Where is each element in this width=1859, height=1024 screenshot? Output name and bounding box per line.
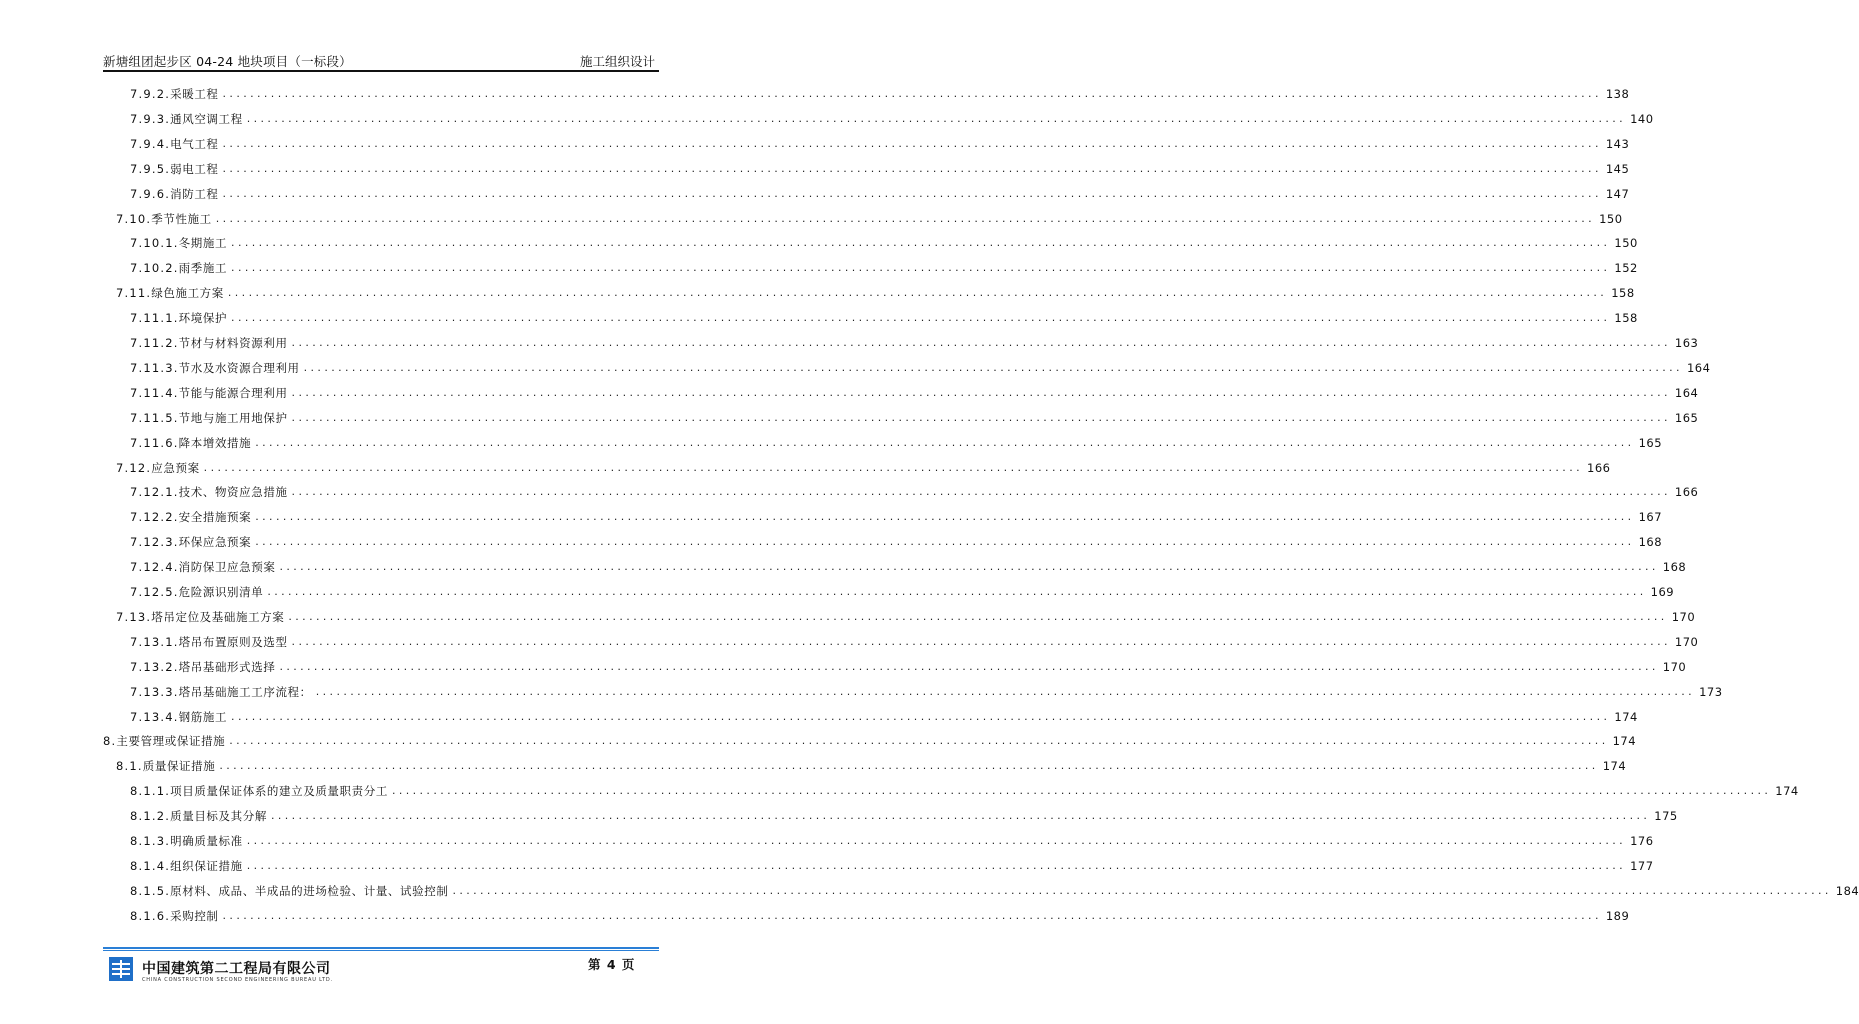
toc-entry[interactable]	[130, 433, 1663, 453]
toc-entry-page: 173	[1699, 684, 1723, 699]
toc-entry[interactable]	[116, 209, 1623, 229]
toc-entry-title: 季节性施工	[151, 211, 212, 226]
toc-entry-page: 150	[1614, 236, 1638, 251]
toc-entry-page: 158	[1611, 286, 1635, 301]
toc-dot-leader: ........................................................................................................................................................................................................	[255, 435, 1635, 449]
toc-entry-page: 164	[1674, 385, 1699, 400]
header-divider	[103, 70, 659, 72]
toc-entry-number: 7.9.3.	[130, 111, 171, 126]
toc-entry-page: 165	[1674, 410, 1699, 425]
toc-entry-page: 158	[1614, 311, 1638, 326]
toc-entry-page: 150	[1599, 211, 1623, 226]
toc-entry-page: 176	[1630, 834, 1654, 848]
toc-entry-title: 项目质量保证体系的建立及质量职责分工	[170, 784, 388, 799]
toc-entry-title: 质量目标及其分解	[170, 809, 267, 824]
toc-entry-title: 绿色施工方案	[151, 286, 224, 301]
toc-entry[interactable]	[116, 607, 1696, 627]
toc-entry-title: 明确质量标准	[170, 834, 243, 848]
company-logo	[109, 957, 133, 981]
toc-entry-number: 7.12.1.	[130, 485, 179, 500]
cscec-logo-icon	[109, 957, 133, 981]
toc-entry-number: 7.10.	[116, 211, 152, 226]
toc-entry-number: 7.12.4.	[130, 560, 179, 575]
toc-entry-title: 降本增效措施	[178, 435, 252, 450]
toc-entry-page: 170	[1674, 634, 1699, 649]
toc-entry[interactable]	[116, 283, 1635, 303]
toc-entry[interactable]	[130, 707, 1638, 727]
toc-entry[interactable]	[130, 657, 1687, 677]
toc-entry-page: 189	[1605, 908, 1630, 923]
toc-dot-leader: ........................................................................................................................................................................................................	[203, 460, 1583, 474]
toc-entry-number: 8.	[103, 734, 117, 749]
toc-entry-title: 弱电工程	[170, 161, 219, 176]
toc-dot-leader: ........................................................................................................................................................................................................	[215, 211, 1596, 225]
toc-dot-leader: ........................................................................................................................................................................................................	[291, 410, 1671, 424]
toc-entry[interactable]	[130, 308, 1638, 328]
toc-entry[interactable]	[130, 383, 1699, 403]
toc-entry-title: 采购控制	[170, 908, 219, 923]
toc-entry-title: 冬期施工	[178, 236, 228, 251]
toc-entry-number: 8.1.	[116, 759, 143, 774]
toc-entry-title: 危险源识别清单	[178, 585, 264, 599]
toc-entry-title: 组织保证措施	[170, 858, 243, 873]
toc-entry-number: 7.9.2.	[130, 87, 171, 101]
toc-entry-number: 8.1.3.	[130, 834, 171, 848]
toc-entry-number: 7.12.	[116, 460, 152, 475]
toc-entry[interactable]	[130, 184, 1630, 204]
toc-entry-page: 165	[1638, 435, 1663, 450]
toc-entry-number: 7.11.6.	[130, 435, 179, 450]
toc-dot-leader: ........................................................................................................................................................................................................	[246, 111, 1627, 125]
toc-entry[interactable]	[130, 856, 1654, 876]
toc-dot-leader: ........................................................................................................................................................................................................	[219, 759, 1599, 773]
toc-dot-leader: ........................................................................................................................................................................................................	[255, 535, 1635, 549]
toc-dot-leader: ........................................................................................................................................................................................................	[229, 734, 1609, 748]
toc-entry-page: 168	[1662, 560, 1687, 575]
toc-entry-title: 钢筋施工	[178, 709, 228, 724]
toc-entry-page: 174	[1614, 709, 1638, 724]
toc-entry-number: 7.11.1.	[130, 311, 179, 326]
toc-dot-leader: ........................................................................................................................................................................................................	[391, 784, 1772, 798]
toc-entry-title: 节材与材料资源利用	[178, 336, 288, 350]
page-number: 第 4 页	[588, 957, 636, 972]
toc-entry-title: 通风空调工程	[170, 111, 243, 126]
toc-dot-leader: ........................................................................................................................................................................................................	[246, 834, 1627, 847]
toc-dot-leader: ........................................................................................................................................................................................................	[222, 908, 1602, 922]
toc-entry[interactable]	[130, 507, 1663, 527]
toc-entry-number: 8.1.2.	[130, 809, 171, 824]
toc-entry-number: 7.9.6.	[130, 186, 171, 201]
toc-entry-page: 166	[1674, 485, 1699, 500]
toc-entry-title: 塔吊基础施工工序流程：	[178, 684, 312, 699]
toc-entry[interactable]	[130, 831, 1654, 851]
toc-dot-leader: ........................................................................................................................................................................................................	[255, 510, 1635, 524]
toc-entry[interactable]	[130, 806, 1678, 826]
toc-entry-title: 应急预案	[151, 460, 200, 475]
toc-dot-leader: ........................................................................................................................................................................................................	[291, 336, 1671, 349]
toc-entry[interactable]	[130, 233, 1638, 253]
toc-entry[interactable]	[130, 906, 1630, 926]
toc-entry-page: 184	[1835, 883, 1859, 898]
toc-entry-title: 质量保证措施	[142, 759, 216, 774]
toc-dot-leader: ........................................................................................................................................................................................................	[222, 87, 1602, 100]
toc-entry-page: 177	[1630, 858, 1654, 873]
toc-dot-leader: ........................................................................................................................................................................................................	[291, 385, 1671, 399]
toc-entry[interactable]	[130, 682, 1723, 702]
toc-entry-page: 174	[1612, 734, 1637, 749]
company-name-english: CHINA CONSTRUCTION SECOND ENGINEERING BUREAU LTD.	[142, 977, 333, 983]
toc-dot-leader: ........................................................................................................................................................................................................	[288, 609, 1668, 623]
toc-entry-number: 7.13.	[116, 609, 152, 624]
toc-entry-number: 7.13.2.	[130, 659, 179, 674]
toc-entry-title: 消防工程	[170, 186, 219, 201]
toc-entry-number: 8.1.4.	[130, 858, 171, 873]
toc-entry-title: 原材料、成品、半成品的进场检验、计量、试验控制	[170, 883, 449, 898]
toc-entry[interactable]	[130, 358, 1711, 378]
toc-entry-number: 7.11.	[116, 286, 152, 301]
toc-entry-number: 7.10.2.	[130, 261, 179, 276]
toc-dot-leader: ........................................................................................................................................................................................................	[231, 311, 1611, 325]
toc-entry[interactable]	[130, 781, 1799, 801]
toc-dot-leader: ........................................................................................................................................................................................................	[222, 161, 1602, 175]
toc-entry-title: 环境保护	[178, 311, 228, 326]
toc-entry[interactable]	[130, 333, 1699, 353]
toc-entry[interactable]	[130, 84, 1630, 104]
toc-entry-page: 170	[1662, 659, 1687, 674]
toc-entry[interactable]	[130, 159, 1630, 179]
toc-entry-title: 塔吊定位及基础施工方案	[151, 609, 285, 624]
footer-divider	[103, 947, 659, 949]
toc-entry[interactable]	[130, 258, 1638, 278]
toc-entry-page: 170	[1671, 609, 1696, 624]
toc-dot-leader: ........................................................................................................................................................................................................	[315, 684, 1696, 698]
toc-entry-number: 7.12.2.	[130, 510, 179, 525]
toc-entry[interactable]	[116, 458, 1611, 478]
toc-entry-title: 电气工程	[170, 136, 219, 151]
toc-entry-number: 7.12.5.	[130, 585, 179, 599]
toc-entry-number: 7.9.4.	[130, 136, 171, 151]
toc-dot-leader: ........................................................................................................................................................................................................	[231, 709, 1611, 723]
toc-entry-page: 152	[1614, 261, 1638, 276]
toc-dot-leader: ........................................................................................................................................................................................................	[452, 883, 1832, 897]
footer-divider-thin	[103, 950, 659, 951]
toc-entry[interactable]	[130, 582, 1675, 602]
toc-entry-page: 164	[1686, 360, 1711, 375]
toc-entry[interactable]	[130, 532, 1663, 552]
toc-dot-leader: ........................................................................................................................................................................................................	[291, 634, 1671, 648]
toc-entry-page: 167	[1638, 510, 1663, 525]
toc-entry[interactable]	[116, 756, 1627, 776]
toc-entry[interactable]	[130, 482, 1699, 502]
toc-entry-title: 消防保卫应急预案	[178, 560, 276, 575]
toc-entry-title: 环保应急预案	[178, 535, 252, 550]
toc-entry-title: 节地与施工用地保护	[178, 410, 288, 425]
toc-entry[interactable]	[130, 408, 1699, 428]
toc-dot-leader: ........................................................................................................................................................................................................	[279, 560, 1659, 574]
toc-entry-title: 采暖工程	[170, 87, 219, 101]
toc-entry-number: 7.12.3.	[130, 535, 179, 550]
toc-dot-leader: ........................................................................................................................................................................................................	[279, 659, 1659, 673]
toc-entry-page: 174	[1602, 759, 1627, 774]
toc-dot-leader: ........................................................................................................................................................................................................	[291, 485, 1671, 499]
toc-entry-number: 7.13.1.	[130, 634, 179, 649]
toc-entry-title: 塔吊布置原则及选型	[178, 634, 288, 649]
toc-entry-number: 7.13.4.	[130, 709, 179, 724]
document-title: 新塘组团起步区 04-24 地块项目（一标段）	[103, 54, 352, 69]
toc-entry-title: 雨季施工	[178, 261, 228, 276]
toc-dot-leader: ........................................................................................................................................................................................................	[222, 186, 1602, 200]
toc-dot-leader: ........................................................................................................................................................................................................	[222, 136, 1602, 150]
toc-entry[interactable]	[130, 134, 1630, 154]
toc-entry-number: 8.1.5.	[130, 883, 171, 898]
section-title: 施工组织设计	[579, 54, 655, 69]
toc-entry-page: 138	[1605, 87, 1630, 101]
toc-dot-leader: ........................................................................................................................................................................................................	[246, 858, 1627, 872]
toc-entry-number: 7.11.3.	[130, 360, 179, 375]
toc-entry-title: 技术、物资应急措施	[178, 485, 288, 500]
toc-entry-number: 7.9.5.	[130, 161, 171, 176]
toc-entry-title: 主要管理或保证措施	[116, 734, 226, 749]
toc-entry-page: 169	[1650, 585, 1675, 599]
toc-entry-number: 7.11.5.	[130, 410, 179, 425]
toc-entry-title: 安全措施预案	[178, 510, 252, 525]
toc-entry[interactable]	[130, 557, 1687, 577]
page-header	[103, 48, 659, 70]
company-name: 中国建筑第二工程局有限公司	[142, 961, 331, 977]
toc-dot-leader: ........................................................................................................................................................................................................	[231, 236, 1611, 250]
toc-entry[interactable]	[103, 731, 1637, 751]
toc-entry[interactable]	[130, 881, 1859, 901]
toc-entry-number: 8.1.1.	[130, 784, 171, 799]
toc-entry-page: 147	[1605, 186, 1630, 201]
toc-entry-page: 175	[1654, 809, 1678, 824]
toc-entry[interactable]	[130, 109, 1654, 129]
toc-entry-number: 7.10.1.	[130, 236, 179, 251]
toc-entry-number: 8.1.6.	[130, 908, 171, 923]
toc-entry-number: 7.11.4.	[130, 385, 179, 400]
toc-entry-page: 143	[1605, 136, 1630, 151]
toc-entry-page: 145	[1605, 161, 1630, 176]
toc-entry-number: 7.13.3.	[130, 684, 179, 699]
toc-entry-number: 7.11.2.	[130, 336, 179, 350]
toc-entry[interactable]	[130, 632, 1699, 652]
toc-dot-leader: ........................................................................................................................................................................................................	[270, 809, 1651, 823]
toc-dot-leader: ........................................................................................................................................................................................................	[267, 585, 1647, 598]
toc-entry-page: 166	[1587, 460, 1611, 475]
toc-entry-page: 174	[1775, 784, 1799, 799]
toc-entry-page: 163	[1674, 336, 1699, 350]
toc-entry-title: 节能与能源合理利用	[178, 385, 288, 400]
toc-dot-leader: ........................................................................................................................................................................................................	[227, 286, 1608, 300]
toc-entry-title: 塔吊基础形式选择	[178, 659, 276, 674]
toc-entry-page: 140	[1630, 111, 1654, 126]
toc-entry-title: 节水及水资源合理利用	[178, 360, 300, 375]
toc-dot-leader: ........................................................................................................................................................................................................	[231, 261, 1611, 275]
toc-entry-page: 168	[1638, 535, 1663, 550]
toc-dot-leader: ........................................................................................................................................................................................................	[303, 360, 1683, 374]
